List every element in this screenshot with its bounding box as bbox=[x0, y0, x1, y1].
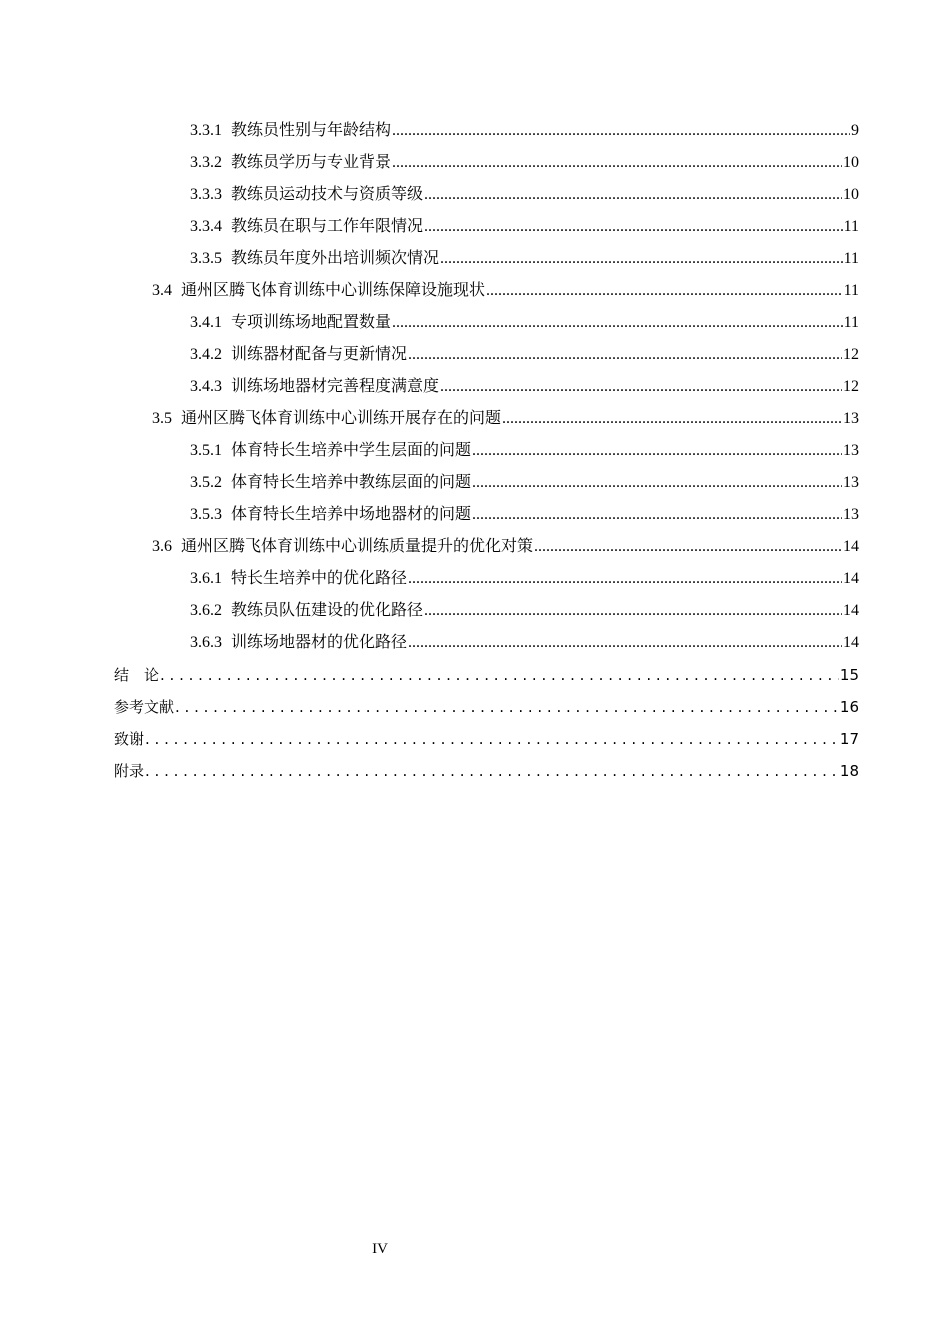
toc-entry-3-3-1[interactable] bbox=[190, 115, 859, 147]
toc-entry-number: 3.3.3 bbox=[190, 186, 222, 203]
toc-entry-3-4-1[interactable] bbox=[190, 307, 859, 339]
toc-entry-number: 3.5.1 bbox=[190, 442, 222, 459]
toc-entry-number: 3.3.5 bbox=[190, 250, 222, 267]
toc-entry-title: 通州区腾飞体育训练中心训练开展存在的问题 bbox=[181, 410, 502, 427]
toc-dot-leader bbox=[392, 115, 850, 147]
toc-entry-number: 3.4 bbox=[152, 282, 172, 299]
toc-entry-page: 13 bbox=[843, 442, 859, 459]
toc-entry-number: 3.6.1 bbox=[190, 570, 222, 587]
toc-dot-leader bbox=[440, 371, 842, 403]
toc-entry-3-4-2[interactable] bbox=[190, 339, 859, 371]
toc-entry-page: 10 bbox=[843, 154, 859, 171]
toc-entry-3-3-4[interactable] bbox=[190, 211, 859, 243]
toc-entry-title: 教练员队伍建设的优化路径 bbox=[231, 602, 424, 619]
toc-entry-3-4[interactable] bbox=[152, 275, 859, 307]
toc-entry-3-6-1[interactable] bbox=[190, 563, 859, 595]
toc-dot-leader bbox=[472, 499, 842, 531]
toc-entry-title: 通州区腾飞体育训练中心训练质量提升的优化对策 bbox=[181, 538, 534, 555]
toc-entry-page: 9 bbox=[851, 122, 859, 139]
toc-entry-title: 教练员学历与专业背景 bbox=[231, 154, 392, 171]
toc-entry-page: 13 bbox=[843, 474, 859, 491]
toc-entry-page: 11 bbox=[843, 314, 859, 331]
toc-dot-leader bbox=[392, 147, 842, 179]
toc-entry-references[interactable] bbox=[114, 691, 859, 723]
toc-entry-conclusion[interactable] bbox=[114, 659, 859, 691]
toc-entry-3-3-5[interactable] bbox=[190, 243, 859, 275]
toc-entry-appendix[interactable] bbox=[114, 755, 859, 787]
toc-entry-number: 3.5.3 bbox=[190, 506, 222, 523]
toc-entry-title: 训练器材配备与更新情况 bbox=[231, 346, 408, 363]
toc-entry-page: 10 bbox=[843, 186, 859, 203]
toc-entry-title: 附录 bbox=[114, 762, 145, 780]
toc-entry-number: 3.4.2 bbox=[190, 346, 222, 363]
toc-entry-number: 3.6 bbox=[152, 538, 172, 555]
toc-entry-page: 18 bbox=[839, 762, 859, 780]
toc-dot-leader bbox=[424, 211, 843, 243]
toc-entry-title: 通州区腾飞体育训练中心训练保障设施现状 bbox=[181, 282, 486, 299]
toc-entry-3-5-1[interactable] bbox=[190, 435, 859, 467]
toc-entry-page: 14 bbox=[843, 602, 859, 619]
toc-entry-page: 12 bbox=[843, 346, 859, 363]
toc-entry-3-6-2[interactable] bbox=[190, 595, 859, 627]
toc-entry-acknowledgements[interactable] bbox=[114, 723, 859, 755]
toc-entry-title: 体育特长生培养中场地器材的问题 bbox=[231, 506, 472, 523]
toc-entry-3-6[interactable] bbox=[152, 531, 859, 563]
toc-entry-page: 14 bbox=[843, 570, 859, 587]
toc-dot-leader bbox=[408, 339, 842, 371]
toc-entry-page: 11 bbox=[843, 282, 859, 299]
toc-entry-number: 3.3.4 bbox=[190, 218, 222, 235]
toc-dot-leader bbox=[440, 243, 843, 275]
toc-dot-leader bbox=[145, 755, 839, 787]
page-number-footer: IV bbox=[372, 1241, 388, 1257]
toc-dot-leader bbox=[534, 531, 842, 563]
toc-entry-title: 参考文献 bbox=[114, 698, 175, 716]
toc-entry-number: 3.6.2 bbox=[190, 602, 222, 619]
toc-entry-3-5[interactable] bbox=[152, 403, 859, 435]
toc-entry-title: 专项训练场地配置数量 bbox=[231, 314, 392, 331]
toc-dot-leader bbox=[502, 403, 842, 435]
toc-entry-title: 特长生培养中的优化路径 bbox=[231, 570, 408, 587]
toc-dot-leader bbox=[175, 691, 839, 723]
toc-entry-number: 3.4.3 bbox=[190, 378, 222, 395]
toc-entry-3-6-3[interactable] bbox=[190, 627, 859, 659]
toc-entry-title: 训练场地器材完善程度满意度 bbox=[231, 378, 440, 395]
toc-entry-page: 13 bbox=[843, 506, 859, 523]
toc-entry-title: 训练场地器材的优化路径 bbox=[231, 634, 408, 651]
toc-dot-leader bbox=[145, 723, 839, 755]
toc-entry-number: 3.6.3 bbox=[190, 634, 222, 651]
toc-dot-leader bbox=[392, 307, 843, 339]
toc-entry-3-3-3[interactable] bbox=[190, 179, 859, 211]
toc-entry-3-5-2[interactable] bbox=[190, 467, 859, 499]
toc-entry-page: 13 bbox=[843, 410, 859, 427]
toc-entry-title: 致谢 bbox=[114, 730, 145, 748]
toc-entry-number: 3.3.1 bbox=[190, 122, 222, 139]
toc-dot-leader bbox=[424, 595, 842, 627]
toc-dot-leader bbox=[472, 467, 842, 499]
toc-entry-title: 教练员年度外出培训频次情况 bbox=[231, 250, 440, 267]
toc-entry-title: 教练员运动技术与资质等级 bbox=[231, 186, 424, 203]
toc-entry-page: 14 bbox=[843, 538, 859, 555]
toc-entry-title: 教练员性别与年龄结构 bbox=[231, 122, 392, 139]
toc-entry-number: 3.5 bbox=[152, 410, 172, 427]
toc-entry-number: 3.5.2 bbox=[190, 474, 222, 491]
toc-dot-leader bbox=[472, 435, 842, 467]
toc-entry-number: 3.4.1 bbox=[190, 314, 222, 331]
toc-dot-leader bbox=[486, 275, 843, 307]
toc-entry-3-4-3[interactable] bbox=[190, 371, 859, 403]
toc-entry-3-3-2[interactable] bbox=[190, 147, 859, 179]
toc-dot-leader bbox=[408, 563, 842, 595]
toc-entry-page: 11 bbox=[843, 250, 859, 267]
toc-entry-title: 体育特长生培养中教练层面的问题 bbox=[231, 474, 472, 491]
toc-entry-title: 结 论 bbox=[114, 666, 160, 684]
toc-entry-page: 16 bbox=[839, 698, 859, 716]
toc-entry-title: 体育特长生培养中学生层面的问题 bbox=[231, 442, 472, 459]
toc-entry-page: 14 bbox=[843, 634, 859, 651]
toc-dot-leader bbox=[424, 179, 842, 211]
toc-entry-3-5-3[interactable] bbox=[190, 499, 859, 531]
toc-dot-leader bbox=[160, 659, 839, 691]
toc-entry-number: 3.3.2 bbox=[190, 154, 222, 171]
toc-entry-title: 教练员在职与工作年限情况 bbox=[231, 218, 424, 235]
toc-dot-leader bbox=[408, 627, 842, 659]
toc-entry-page: 17 bbox=[839, 730, 859, 748]
toc-entry-page: 15 bbox=[839, 666, 859, 684]
toc-entry-page: 12 bbox=[843, 378, 859, 395]
toc-entry-page: 11 bbox=[843, 218, 859, 235]
